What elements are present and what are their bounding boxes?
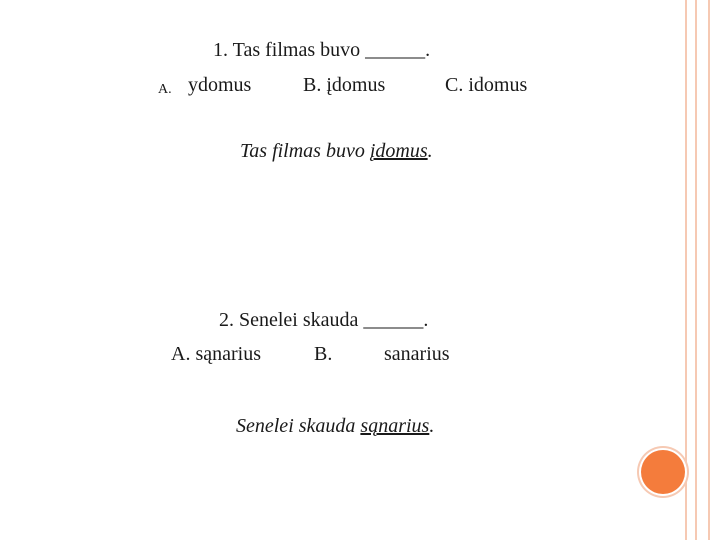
q1-option-c: C. idomus [445, 74, 528, 96]
q2-answer-sentence [236, 414, 434, 438]
q2-option-b-text: sanarius [384, 343, 450, 365]
decorative-frame-line [695, 0, 697, 540]
q1-option-a-marker: A. [158, 82, 172, 97]
q1-answer-prefix: Tas filmas buvo [240, 140, 370, 162]
decorative-frame-line [708, 0, 710, 540]
q2-answer-word: sąnarius [360, 415, 430, 437]
q1-option-a-text: ydomus [188, 74, 252, 96]
q1-answer-sentence [240, 139, 433, 163]
q2-option-b-marker: B. [314, 343, 333, 365]
decorative-frame-line [685, 0, 687, 540]
q1-option-b: B. įdomus [303, 74, 386, 96]
q1-answer-suffix: . [427, 140, 433, 162]
question-1-text: 1. Tas filmas buvo ______. [213, 39, 431, 61]
accent-circle-icon [641, 450, 685, 494]
q2-answer-prefix: Senelei skauda [236, 415, 361, 437]
q2-answer-suffix: . [429, 415, 435, 437]
q2-option-a: A. sąnarius [171, 343, 261, 365]
question-2-text: 2. Senelei skauda ______. [219, 309, 429, 331]
q1-answer-word: įdomus [369, 140, 428, 162]
